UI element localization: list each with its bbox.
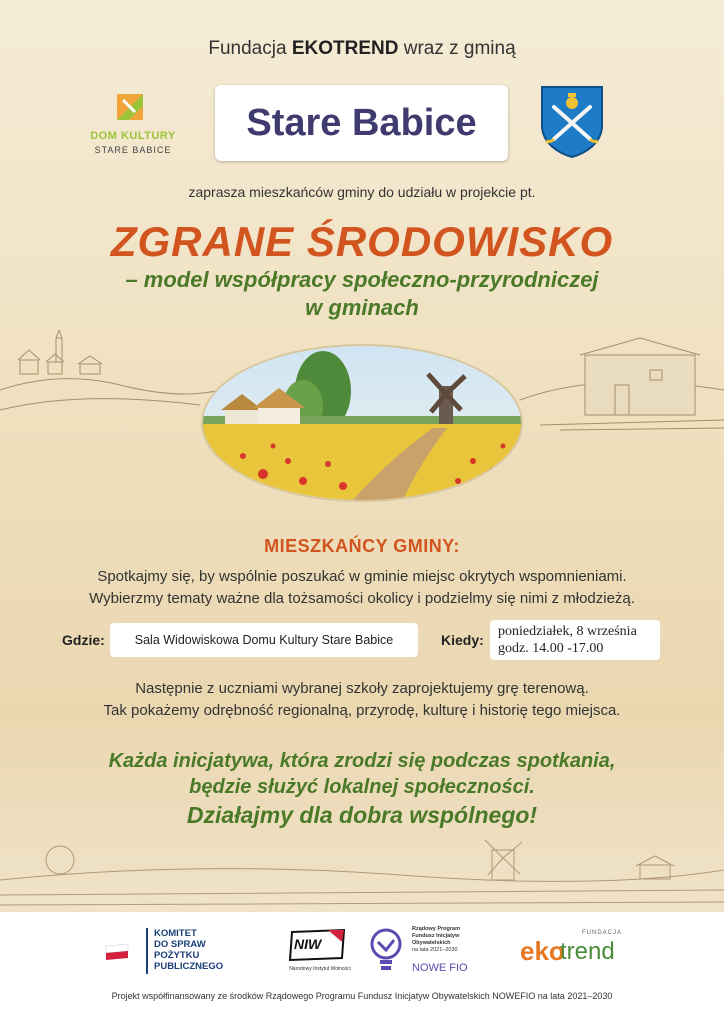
intro-text: [0, 566, 724, 610]
header-org: EKOTREND: [291, 38, 399, 59]
when-label: Kiedy:: [441, 632, 484, 648]
details-text: [0, 678, 724, 722]
where-label: Gdzie:: [62, 632, 105, 648]
intro-line2: Wybierzmy tematy ważne dla tożsamości okolicy i podzielmy się nimi z młodzieżą.: [89, 590, 635, 607]
nowe-fio-logo: [368, 926, 498, 978]
closing-line2: będzie służyć lokalnej społeczności.: [189, 776, 535, 798]
subtitle-line1: – model współpracy społeczno-przyrodniczej: [125, 267, 599, 292]
fio-line1: Rządowy Program: [412, 926, 460, 932]
details-line2: Tak pokażemy odrębność regionalną, przyrodę, kulturę i historię tego miejsca.: [103, 702, 621, 719]
niw-caption: Narodowy Instytut Wolności: [289, 966, 351, 972]
page-title: Stare Babice: [215, 85, 508, 161]
logo-line1: DOM KULTURY: [90, 130, 176, 142]
when-value: [490, 620, 660, 660]
polish-flag-icon: [104, 942, 130, 960]
dom-kultury-logo: [73, 90, 193, 160]
dom-kultury-icon: [113, 90, 149, 126]
logo-line2: STARE BABICE: [94, 145, 172, 155]
komitet-line1: KOMITET: [154, 928, 197, 939]
windmill-field-image: [203, 346, 521, 500]
header-suffix: wraz z gminą: [398, 38, 516, 59]
subtitle-line2: w gminach: [305, 295, 419, 320]
invite-text: zaprasza mieszkańców gminy do udziału w projekcie pt.: [188, 184, 536, 200]
ekotrend-eko: eko: [520, 936, 565, 966]
coat-of-arms-icon: [540, 85, 604, 159]
komitet-line4: PUBLICZNEGO: [154, 961, 224, 972]
header-prefix: Fundacja: [208, 38, 292, 59]
ekotrend-trend: trend: [560, 938, 615, 965]
closing-text: [0, 748, 724, 800]
fio-line3: Obywatelskich: [412, 940, 451, 946]
when-date: poniedziałek, 8 września: [498, 624, 637, 639]
niw-mark: NIW: [294, 936, 322, 952]
fio-name: NOWE FIO: [412, 962, 468, 974]
niw-logo: [272, 928, 368, 976]
ekotrend-logo: [520, 930, 623, 974]
fio-line4: na lata 2021–2030: [412, 947, 458, 953]
landscape-painting: [203, 346, 521, 500]
details-line1: Następnie z uczniami wybranej szkoły zaprojektujemy grę terenową.: [135, 680, 589, 697]
komitet-line2: DO SPRAW: [154, 939, 206, 950]
fio-line2: Fundusz Inicjatyw: [412, 933, 460, 939]
closing-line1: Każda inicjatywa, która zrodzi się podczas spotkania,: [108, 750, 616, 772]
where-value: Sala Widowiskowa Domu Kultury Stare Babice: [110, 623, 418, 657]
komitet-logo: [104, 928, 244, 976]
komitet-line3: POŻYTKU: [154, 950, 200, 961]
section-heading: MIESZKAŃCY GMINY:: [264, 536, 460, 556]
lightbulb-icon: [368, 928, 404, 974]
footnote: Projekt współfinansowany ze środków Rządowego Programu Fundusz Inicjatyw Obywatelskich NOWEFIO na lata 2021–2030: [111, 991, 613, 1001]
when-time: godz. 14.00 -17.00: [498, 641, 604, 656]
header-line: [0, 38, 724, 60]
project-title: ZGRANE ŚRODOWISKO: [110, 218, 614, 265]
slogan: Działajmy dla dobra wspólnego!: [186, 802, 538, 828]
ekotrend-small: FUNDACJA: [582, 930, 623, 936]
intro-line1: Spotkajmy się, by wspólnie poszukać w gminie miejsc okrytych wspomnieniami.: [97, 568, 627, 585]
project-subtitle: [0, 266, 724, 322]
